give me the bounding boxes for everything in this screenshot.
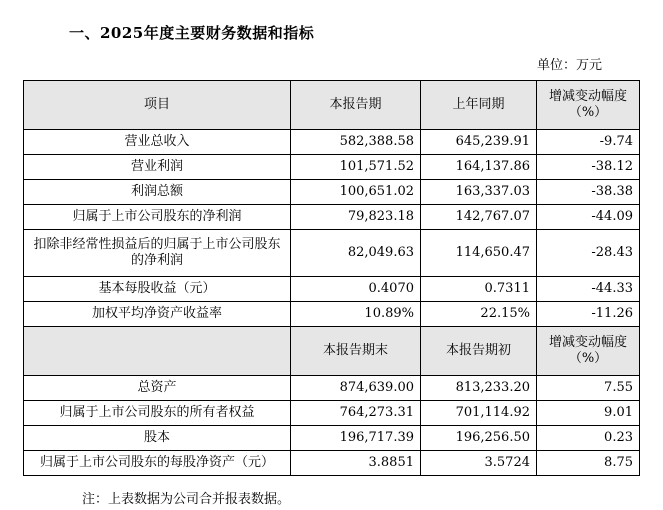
value-cell: 163,337.03 [421, 180, 537, 205]
item-label-cell: 归属于上市公司股东的所有者权益 [24, 401, 291, 426]
item-label-cell: 营业利润 [24, 155, 291, 180]
value-cell: -11.26 [537, 302, 640, 327]
value-cell: -9.74 [537, 130, 640, 155]
value-cell: 82,049.63 [291, 230, 421, 277]
value-cell: 582,388.58 [291, 130, 421, 155]
value-cell: 164,137.86 [421, 155, 537, 180]
item-label-cell: 归属于上市公司股东的净利润 [24, 205, 291, 230]
header-cell: 增减变动幅度（%） [537, 81, 640, 130]
value-cell: 0.4070 [291, 277, 421, 302]
item-label-cell: 利润总额 [24, 180, 291, 205]
value-cell: 813,233.20 [421, 376, 537, 401]
section-title: 一、2025年度主要财务数据和指标 [69, 24, 315, 42]
table-row [24, 230, 640, 277]
header-cell: 本报告期末 [291, 327, 421, 376]
value-cell: -38.38 [537, 180, 640, 205]
value-cell: 9.01 [537, 401, 640, 426]
value-cell: 100,651.02 [291, 180, 421, 205]
financial-table [23, 80, 640, 476]
value-cell: 196,256.50 [421, 426, 537, 451]
table-row [24, 155, 640, 180]
table-header-row [24, 327, 640, 376]
header-cell: 上年同期 [421, 81, 537, 130]
value-cell: -38.12 [537, 155, 640, 180]
value-cell: 101,571.52 [291, 155, 421, 180]
table-row [24, 205, 640, 230]
table-row [24, 401, 640, 426]
item-label-cell: 股本 [24, 426, 291, 451]
value-cell: -44.09 [537, 205, 640, 230]
value-cell: 196,717.39 [291, 426, 421, 451]
item-label-cell: 基本每股收益（元） [24, 277, 291, 302]
table-row [24, 302, 640, 327]
value-cell: 10.89% [291, 302, 421, 327]
value-cell: 8.75 [537, 451, 640, 476]
value-cell: -44.33 [537, 277, 640, 302]
table-note: 注：上表数据为公司合并报表数据。 [82, 492, 291, 507]
item-label-cell: 加权平均净资产收益率 [24, 302, 291, 327]
value-cell: 22.15% [421, 302, 537, 327]
table-row [24, 180, 640, 205]
header-cell: 增减变动幅度（%） [537, 327, 640, 376]
value-cell: -28.43 [537, 230, 640, 277]
item-label-cell: 归属于上市公司股东的每股净资产（元） [24, 451, 291, 476]
header-cell: 本报告期初 [421, 327, 537, 376]
table-header-row [24, 81, 640, 130]
unit-label: 单位：万元 [537, 58, 603, 73]
value-cell: 3.8851 [291, 451, 421, 476]
value-cell: 764,273.31 [291, 401, 421, 426]
value-cell: 645,239.91 [421, 130, 537, 155]
value-cell: 7.55 [537, 376, 640, 401]
table-row [24, 451, 640, 476]
header-cell: 本报告期 [291, 81, 421, 130]
value-cell: 0.7311 [421, 277, 537, 302]
value-cell: 114,650.47 [421, 230, 537, 277]
item-label-cell: 总资产 [24, 376, 291, 401]
table-row [24, 426, 640, 451]
value-cell: 79,823.18 [291, 205, 421, 230]
item-label-cell: 营业总收入 [24, 130, 291, 155]
table-row [24, 130, 640, 155]
table-row [24, 376, 640, 401]
value-cell: 3.5724 [421, 451, 537, 476]
value-cell: 874,639.00 [291, 376, 421, 401]
header-cell [24, 327, 291, 376]
table-row [24, 277, 640, 302]
value-cell: 142,767.07 [421, 205, 537, 230]
item-label-cell: 扣除非经常性损益后的归属于上市公司股东的净利润 [24, 230, 291, 277]
value-cell: 0.23 [537, 426, 640, 451]
value-cell: 701,114.92 [421, 401, 537, 426]
header-cell: 项目 [24, 81, 291, 130]
